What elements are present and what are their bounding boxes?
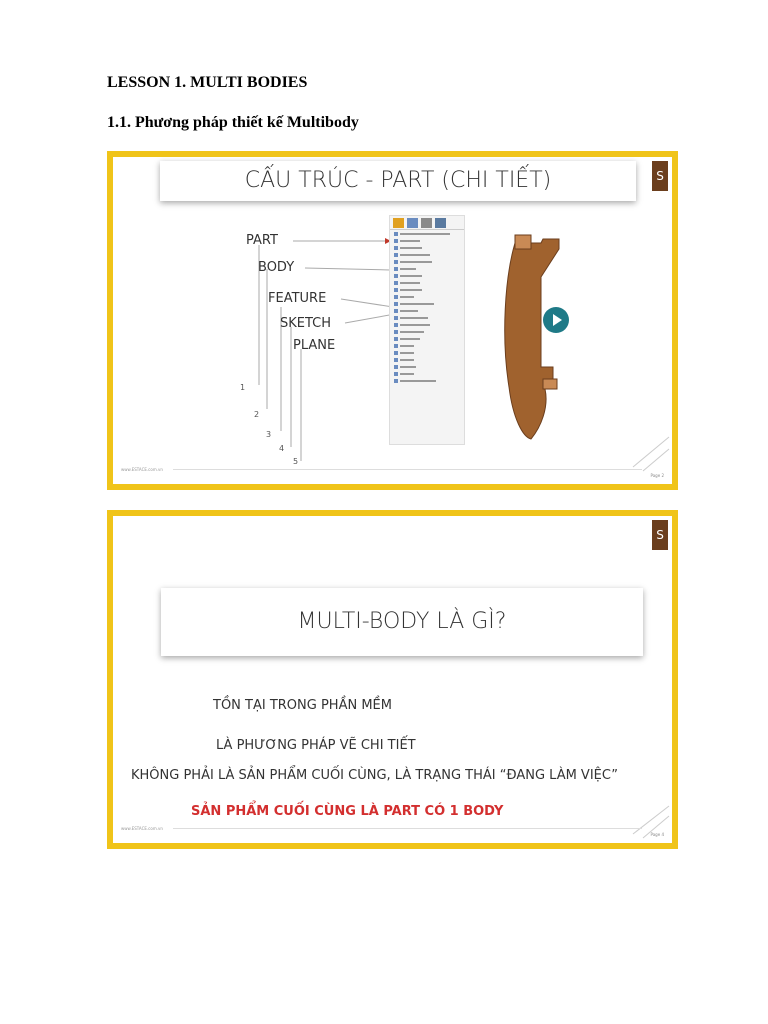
number-3: 3 bbox=[266, 430, 272, 439]
footer-url: www.ESTACE.com.vn bbox=[121, 826, 163, 831]
tree-row bbox=[394, 245, 460, 251]
number-4: 4 bbox=[279, 444, 285, 453]
tree-row bbox=[394, 322, 460, 328]
footer-divider bbox=[173, 828, 642, 829]
tree-row bbox=[394, 252, 460, 258]
tree-row bbox=[394, 308, 460, 314]
label-feature: FEATURE bbox=[268, 291, 327, 306]
label-part: PART bbox=[246, 233, 278, 248]
tree-row bbox=[394, 343, 460, 349]
feature-manager-icon bbox=[393, 218, 404, 228]
corner-decoration bbox=[113, 516, 672, 843]
lesson-heading: LESSON 1. MULTI BODIES bbox=[107, 74, 308, 91]
config-manager-icon bbox=[421, 218, 432, 228]
feature-tree-toolbar bbox=[390, 216, 464, 230]
label-plane: PLANE bbox=[293, 338, 336, 353]
definition-line-2: LÀ PHƯƠNG PHÁP VẼ CHI TIẾT bbox=[216, 738, 416, 753]
definition-line-3: KHÔNG PHẢI LÀ SẢN PHẨM CUỐI CÙNG, LÀ TRẠNG THÁI “ĐANG LÀM VIỆC” bbox=[131, 768, 618, 783]
tree-row bbox=[394, 364, 460, 370]
slide-title: CẤU TRÚC - PART (CHI TIẾT) bbox=[160, 161, 636, 201]
tree-row bbox=[394, 371, 460, 377]
page-number: Page 4 bbox=[650, 832, 664, 837]
tree-row bbox=[394, 378, 460, 384]
brand-logo-icon: S bbox=[652, 161, 668, 191]
definition-line-1: TỒN TẠI TRONG PHẦN MỀM bbox=[213, 698, 392, 713]
footer-url: www.ESTACE.com.vn bbox=[121, 467, 163, 472]
slide-content bbox=[113, 157, 672, 484]
tree-row bbox=[394, 259, 460, 265]
section-heading: 1.1. Phương pháp thiết kế Multibody bbox=[107, 114, 359, 131]
tree-row bbox=[394, 231, 460, 237]
tree-row bbox=[394, 329, 460, 335]
tree-row bbox=[394, 266, 460, 272]
wooden-part-icon bbox=[505, 239, 559, 439]
tree-row bbox=[394, 336, 460, 342]
slide-multibody-definition bbox=[107, 510, 678, 849]
tree-row bbox=[394, 287, 460, 293]
page-number: Page 2 bbox=[650, 473, 664, 478]
slide-content bbox=[113, 516, 672, 843]
feature-tree-screenshot bbox=[389, 215, 465, 445]
label-sketch: SKETCH bbox=[280, 316, 332, 331]
number-1: 1 bbox=[240, 383, 246, 392]
number-5: 5 bbox=[293, 457, 299, 466]
footer-divider bbox=[173, 469, 642, 470]
tree-row bbox=[394, 273, 460, 279]
play-video-button[interactable] bbox=[543, 307, 569, 333]
slide-part-structure bbox=[107, 151, 678, 490]
number-2: 2 bbox=[254, 410, 260, 419]
property-manager-icon bbox=[407, 218, 418, 228]
final-product-highlight: SẢN PHẨM CUỐI CÙNG LÀ PART CÓ 1 BODY bbox=[191, 804, 504, 819]
slide-title: MULTI-BODY LÀ GÌ? bbox=[161, 588, 643, 656]
tree-row bbox=[394, 350, 460, 356]
brand-logo-icon: S bbox=[652, 520, 668, 550]
tree-row bbox=[394, 357, 460, 363]
tree-row bbox=[394, 315, 460, 321]
tree-row bbox=[394, 238, 460, 244]
tree-row bbox=[394, 280, 460, 286]
label-body: BODY bbox=[258, 260, 295, 275]
tree-row bbox=[394, 294, 460, 300]
tree-row bbox=[394, 301, 460, 307]
dim-xpert-icon bbox=[435, 218, 446, 228]
